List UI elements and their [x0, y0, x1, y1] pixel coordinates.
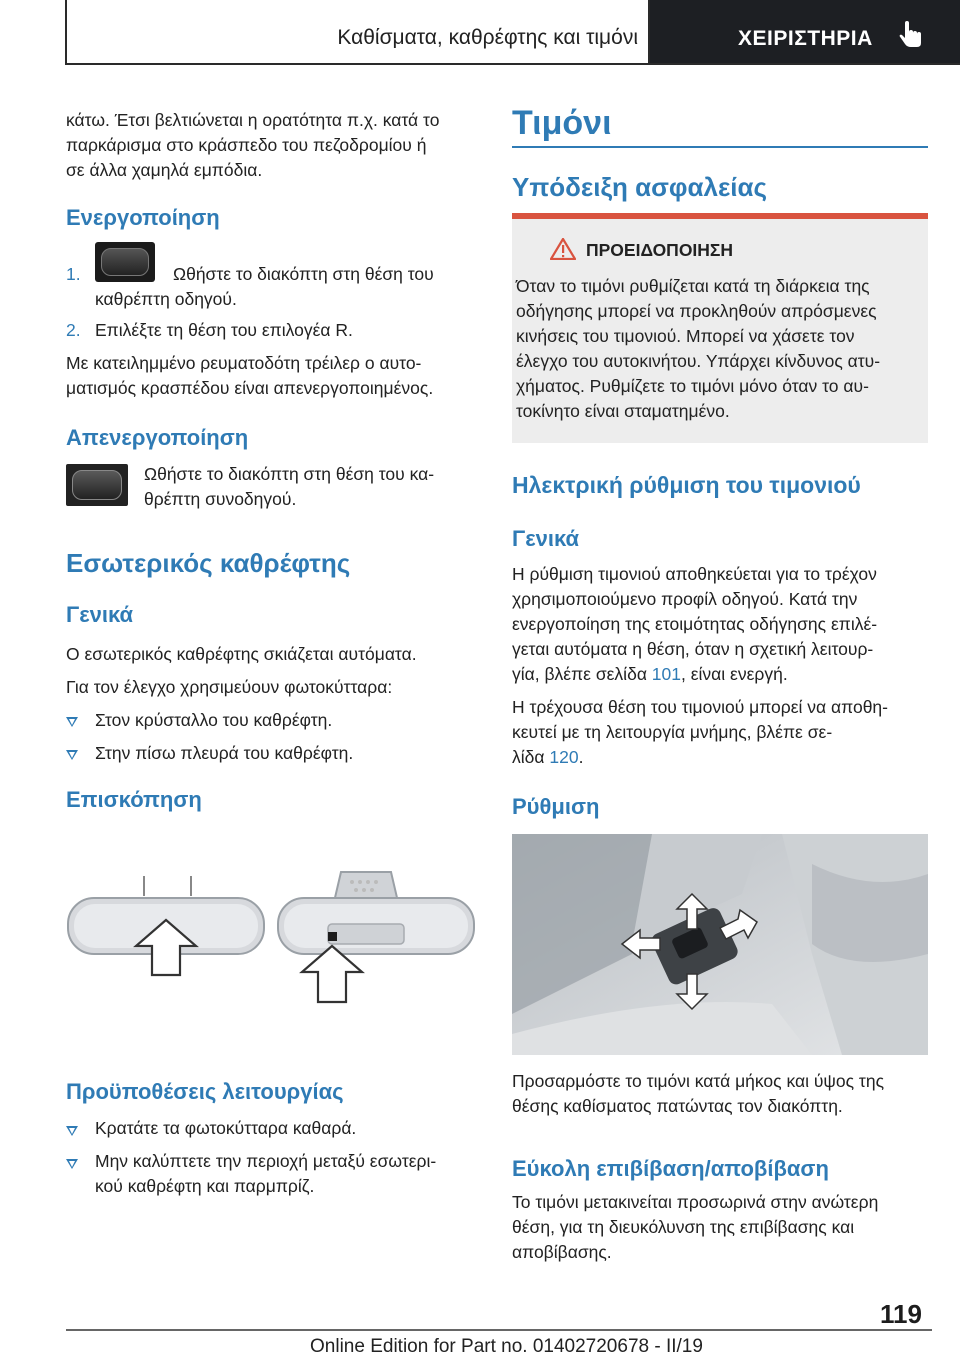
deactivation-heading: Απενεργοποίηση [66, 425, 249, 450]
memory-line-3 [512, 745, 583, 770]
easy-entry-line-3: αποβίβασης. [512, 1242, 612, 1262]
steering-column-switch-photo [512, 834, 928, 1055]
header-section-title: Καθίσματα, καθρέφτης και τιμόνι [337, 26, 638, 49]
memory-line-3-text: λίδα [512, 747, 550, 767]
activation-heading: Ενεργοποίηση [66, 205, 220, 230]
easy-entry-line-1: Το τιμόνι μετακινείται προσωρινά στην ανώτερη [512, 1192, 879, 1212]
header-left-rule [65, 0, 67, 64]
warning-line-1: Όταν το τιμόνι ρυθμίζεται κατά τη διάρκεια της [516, 276, 870, 296]
page-link-101[interactable]: 101 [651, 664, 681, 684]
memory-line-3-end: . [578, 747, 584, 767]
footer-edition: Online Edition for Part no. 01402720678 - II/19 [310, 1336, 703, 1357]
adjustment-heading: Ρύθμιση [512, 794, 600, 819]
mirror-switch-driver-image [95, 242, 155, 282]
warning-title: ΠΡΟΕΙΔΟΠΟΙΗΣΗ [586, 240, 734, 260]
easy-entry-heading: Εύκολη επιβίβαση/αποβίβαση [512, 1156, 829, 1181]
header-bottom-rule [65, 63, 960, 65]
warning-line-2: οδήγησης μπορεί να προκληθούν απρόσμενες [516, 301, 877, 321]
memory-line-2: κευτεί με τη λειτουργία μνήμης, βλέπε σε- [512, 722, 833, 742]
prereq-item-2-line-1: Μην καλύπτετε την περιοχή μεταξύ εσωτερι- [95, 1151, 437, 1171]
footer-rule [66, 1329, 932, 1331]
memory-line-1: Η τρέχουσα θέση του τιμονιού μπορεί να αποθη- [512, 697, 888, 717]
electric-adjustment-heading: Ηλεκτρική ρύθμιση του τιμονιού [512, 472, 861, 498]
prereq-bullet-1 [66, 1123, 78, 1141]
deactivation-line-1: Ωθήστε το διακόπτη στη θέση του κα- [144, 464, 435, 484]
step-2-number: 2. [66, 320, 81, 340]
general-right-line-1: Η ρύθμιση τιμονιού αποθηκεύεται για το τρέχον [512, 564, 877, 584]
general-heading-left: Γενικά [66, 602, 134, 627]
page-link-120[interactable]: 120 [549, 747, 579, 767]
trailer-line-2: ματισμός κρασπέδου είναι απενεργοποιημένος. [66, 378, 434, 398]
prereq-item-2-line-2: κού καθρέφτη και παρμπρίζ. [95, 1176, 315, 1196]
easy-entry-line-2: θέση, για τη διευκόλυνση της επιβίβασης και [512, 1217, 855, 1237]
step-1-number: 1. [66, 264, 81, 284]
interior-mirror-heading: Εσωτερικός καθρέφτης [66, 548, 351, 578]
warning-line-3: κινήσεις του τιμονιού. Μπορεί να χάσετε τον [516, 326, 855, 346]
prereq-item-1: Κρατάτε τα φωτοκύτταρα καθαρά. [95, 1118, 357, 1138]
general-right-line-4: γεται αυτόματα η θέση, όταν η σχετική λειτουρ- [512, 639, 874, 659]
page-number: 119 [880, 1299, 922, 1329]
warning-line-6: τοκίνητο είναι σταματημένο. [516, 401, 730, 421]
overview-heading: Επισκόπηση [66, 787, 202, 812]
adjustment-line-1: Προσαρμόστε το τιμόνι κατά μήκος και ύψος της [512, 1071, 885, 1091]
heading-rule [512, 146, 928, 148]
general-right-line-2: χρησιμοποιούμενο προφίλ οδηγού. Κατά την [512, 589, 858, 609]
general-right-line-5 [512, 662, 788, 687]
hand-pointer-icon [896, 20, 926, 50]
chapter-tab-label: ΧΕΙΡΙΣΤΗΡΙΑ [738, 27, 873, 50]
general-right-line-5-text: γία, βλέπε σελίδα [512, 664, 652, 684]
interior-mirror-illustration [66, 860, 476, 1030]
photocell-bullet-1 [66, 714, 78, 732]
intro-line-3: σε άλλα χαμηλά εμπόδια. [66, 160, 263, 180]
photocell-bullet-2 [66, 747, 78, 765]
photocell-item-1: Στον κρύσταλλο του καθρέφτη. [95, 710, 333, 730]
general-heading-right: Γενικά [512, 526, 580, 551]
trailer-line-1: Με κατειλημμένο ρευματοδότη τρέιλερ ο αυτο- [66, 353, 422, 373]
general-line-left: Ο εσωτερικός καθρέφτης σκιάζεται αυτόματα. [66, 644, 417, 664]
intro-line-1: κάτω. Έτσι βελτιώνεται η ορατότητα π.χ. κατά το [66, 110, 440, 130]
warning-line-4: έλεγχο του αυτοκινήτου. Υπάρχει κίνδυνος ατυ- [516, 351, 881, 371]
deactivation-line-2: θρέπτη συνοδηγού. [144, 489, 297, 509]
step-2-text: Επιλέξτε τη θέση του επιλογέα R. [95, 320, 353, 340]
warning-triangle-icon [550, 238, 576, 260]
prerequisites-heading: Προϋποθέσεις λειτουργίας [66, 1079, 344, 1104]
general-right-line-3: ενεργοποίηση της ετοιμότητας οδήγησης επιλέ- [512, 614, 878, 634]
safety-heading: Υπόδειξη ασφαλείας [512, 172, 768, 202]
prereq-bullet-2 [66, 1156, 78, 1174]
header-chapter-tab[interactable] [650, 0, 960, 63]
step-1-line-1: Ωθήστε το διακόπτη στη θέση του [173, 264, 434, 284]
mirror-switch-passenger-image [66, 464, 128, 506]
adjustment-line-2: θέσης καθίσματος πατώντας τον διακόπτη. [512, 1096, 843, 1116]
intro-line-2: παρκάρισμα στο κράσπεδο του πεζοδρομίου ή [66, 135, 427, 155]
photocell-item-2: Στην πίσω πλευρά του καθρέφτη. [95, 743, 354, 763]
steering-wheel-heading: Τιμόνι [512, 104, 612, 142]
photocells-line: Για τον έλεγχο χρησιμεύουν φωτοκύτταρα: [66, 677, 393, 697]
warning-line-5: χήματος. Ρυθμίζετε το τιμόνι μόνο όταν το αυ- [516, 376, 869, 396]
general-right-line-5-end: , είναι ενεργή. [681, 664, 788, 684]
step-1-line-2: καθρέπτη οδηγού. [95, 289, 237, 309]
